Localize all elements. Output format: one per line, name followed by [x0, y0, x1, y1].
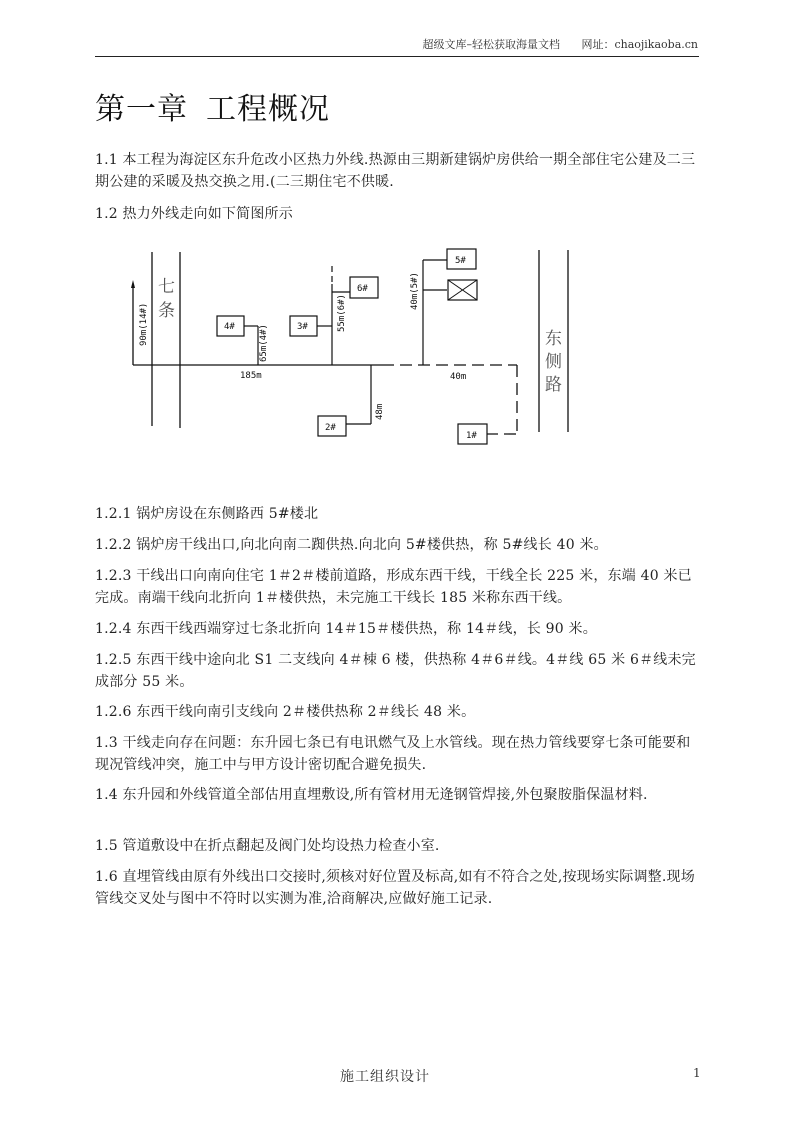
paragraph-1-1: 1.1 本工程为海淀区东升危改小区热力外线.热源由三期新建锅炉房供给一期全部住宅公建及二三期公建的采暖及热交换之用.(二三期住宅不供暖.: [95, 152, 696, 190]
road-label-qi: 七: [158, 277, 175, 297]
paragraph-1-2-1: 1.2.1 锅炉房设在东侧路西 5#楼北: [95, 506, 319, 522]
header-divider: [95, 56, 699, 57]
paragraph-1-2-6: 1.2.6 东西干线向南引支线向 2＃楼供热称 2＃线长 48 米。: [95, 704, 476, 720]
label-40m: 40m: [450, 372, 467, 382]
road-label-ce: 侧: [545, 352, 562, 372]
label-90m-14: 90m(14#): [139, 302, 149, 346]
paragraph-1-2-5: 1.2.5 东西干线中途向北 S1 二支线向 4＃栜 6 楼，供热称 4＃6＃线。4＃线 65 米 6＃线未完成部分 55 米。: [95, 652, 696, 690]
chapter-heading: 工程概况: [206, 92, 330, 127]
header-url: 网址：chaojikaoba.cn: [581, 38, 698, 51]
chapter-number: 第一章: [95, 92, 188, 127]
paragraph-1-2: 1.2 热力外线走向如下简图所示: [95, 206, 293, 222]
heating-pipeline-diagram: [120, 240, 590, 450]
paragraph-1-2-2: 1.2.2 锅炉房干线出口,向北向南二踟供热.向北向 5#楼供热，称 5#线长 40 米。: [95, 537, 608, 553]
boiler-room-icon: [448, 280, 477, 300]
page-header: [95, 36, 698, 54]
label-40m-5: 40m(5#): [410, 272, 420, 310]
footer-label: 施工组织设计: [340, 1069, 430, 1085]
page-number: 1: [693, 1066, 701, 1080]
svg-text:2#: 2#: [325, 423, 336, 433]
label-55m-6: 55m(6#): [337, 294, 347, 332]
svg-text:1#: 1#: [466, 431, 477, 441]
paragraph-1-2-3: 1.2.3 干线出口向南向住宅 1＃2＃楼前道路，形成东西干线，干线全长 225 米，东端 40 米已完成。南端干线向北折向 1＃楼供热，未完施工干线长 185 米称东西干线。: [95, 568, 692, 606]
label-185m: 185m: [240, 371, 262, 381]
paragraph-1-6: 1.6 直埋管线由原有外线出口交接时,须核对好位置及标高,如有不符合之处,按现场实际调整.现场管线交叉处与图中不符时以实测为准,洽商解决,应做好施工记录.: [95, 869, 695, 907]
svg-text:4#: 4#: [224, 322, 235, 332]
header-site-name: 超级文库–轻松获取海量文档: [422, 38, 560, 51]
road-label-tiao: 条: [158, 301, 175, 321]
label-48m: 48m: [375, 403, 385, 420]
paragraph-1-3: 1.3 干线走向存在问题：东升园七条已有电讯燃气及上水管线。现在热力管线要穿七条可能要和现况管线冲突，施工中与甲方设计密切配合避免损失.: [95, 735, 691, 773]
label-65m-4: 65m(4#): [259, 324, 269, 362]
road-label-lu: 路: [545, 375, 562, 395]
arrow-up-icon: [131, 280, 135, 288]
west-road: [152, 252, 180, 428]
paragraph-1-4: 1.4 东升园和外线管道全部估用直埋敷设,所有管材用无逄钢管焊接,外包聚胺脂保温材料.: [95, 787, 648, 803]
east-road: [539, 250, 568, 432]
svg-text:5#: 5#: [455, 256, 466, 266]
svg-text:6#: 6#: [357, 284, 368, 294]
svg-text:3#: 3#: [297, 322, 308, 332]
road-label-dong: 东: [545, 329, 562, 349]
paragraph-1-2-4: 1.2.4 东西干线西端穿过七条北折向 14＃15＃楼供热，称 14＃线，长 90 米。: [95, 621, 597, 637]
page-title: [95, 84, 330, 128]
paragraph-1-5: 1.5 管道敷设中在折点翻起及阀门处均设热力检查小室.: [95, 838, 440, 854]
